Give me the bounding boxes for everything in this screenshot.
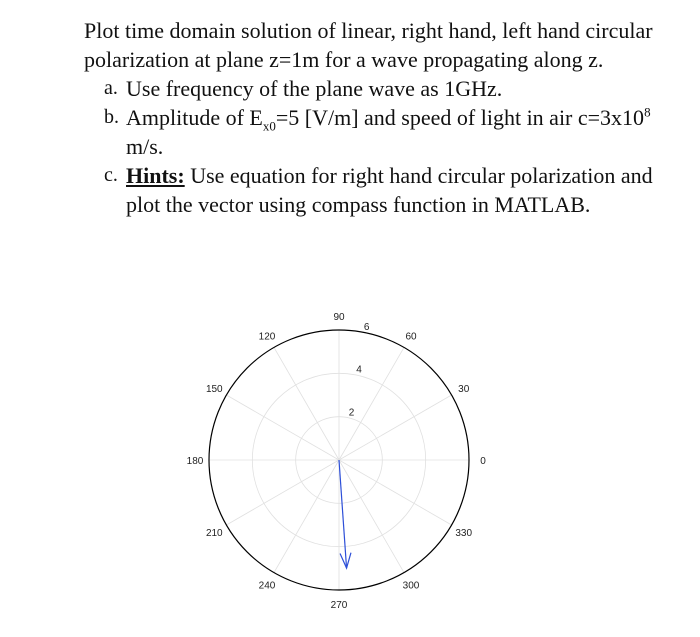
- item-a-text: Use frequency of the plane wave as 1GHz.: [126, 76, 503, 101]
- angle-label-330: 330: [455, 528, 473, 539]
- item-b-subscript: x0: [262, 118, 276, 134]
- angle-label-210: 210: [205, 528, 223, 539]
- compass-plot-svg: [160, 296, 520, 626]
- radius-label-4: 4: [356, 364, 362, 376]
- spoke-210: [226, 460, 339, 525]
- angle-label-60: 60: [405, 331, 417, 343]
- radius-label-2: 2: [348, 407, 355, 419]
- vector-shaft-0: [339, 460, 347, 568]
- list-item-c: [84, 161, 684, 219]
- spoke-300: [339, 460, 404, 573]
- spoke-330: [339, 460, 452, 525]
- spoke-30: [339, 395, 452, 460]
- spoke-150: [226, 395, 339, 460]
- list-marker-b: b.: [104, 106, 119, 128]
- item-b-superscript: 8: [644, 104, 651, 120]
- angle-label-90: 90: [333, 312, 345, 323]
- problem-intro: Plot time domain solution of linear, right hand, left hand circular polarization at plane z=1m for a wave propagating along z.: [84, 18, 653, 72]
- item-c-text: Use equation for right hand circular polarization and plot the vector using compass function in MATLAB.: [126, 163, 653, 217]
- angle-label-150: 150: [205, 384, 223, 395]
- item-b-text-after: m/s.: [126, 134, 164, 159]
- item-b-text-before: Amplitude of E: [126, 105, 263, 130]
- hints-label: Hints:: [126, 163, 185, 188]
- angle-label-180: 180: [186, 456, 204, 467]
- angle-label-0: 0: [480, 456, 486, 467]
- list-item-b: [84, 103, 684, 161]
- list-marker-c: c.: [104, 164, 118, 186]
- angle-label-270: 270: [330, 600, 348, 611]
- spoke-60: [339, 347, 404, 460]
- spoke-240: [274, 460, 339, 573]
- angle-label-120: 120: [258, 331, 276, 343]
- radius-label-6: 6: [363, 322, 370, 334]
- item-b-text-middle: =5 [V/m] and speed of light in air c=3x10: [275, 105, 645, 130]
- angle-label-30: 30: [458, 384, 470, 395]
- list-item-a: [84, 74, 684, 103]
- angle-label-240: 240: [258, 580, 276, 592]
- compass-plot: [160, 296, 520, 626]
- angle-label-300: 300: [402, 580, 420, 592]
- problem-list: [84, 74, 684, 219]
- spoke-120: [274, 347, 339, 460]
- problem-statement: [84, 16, 684, 219]
- list-marker-a: a.: [104, 77, 118, 99]
